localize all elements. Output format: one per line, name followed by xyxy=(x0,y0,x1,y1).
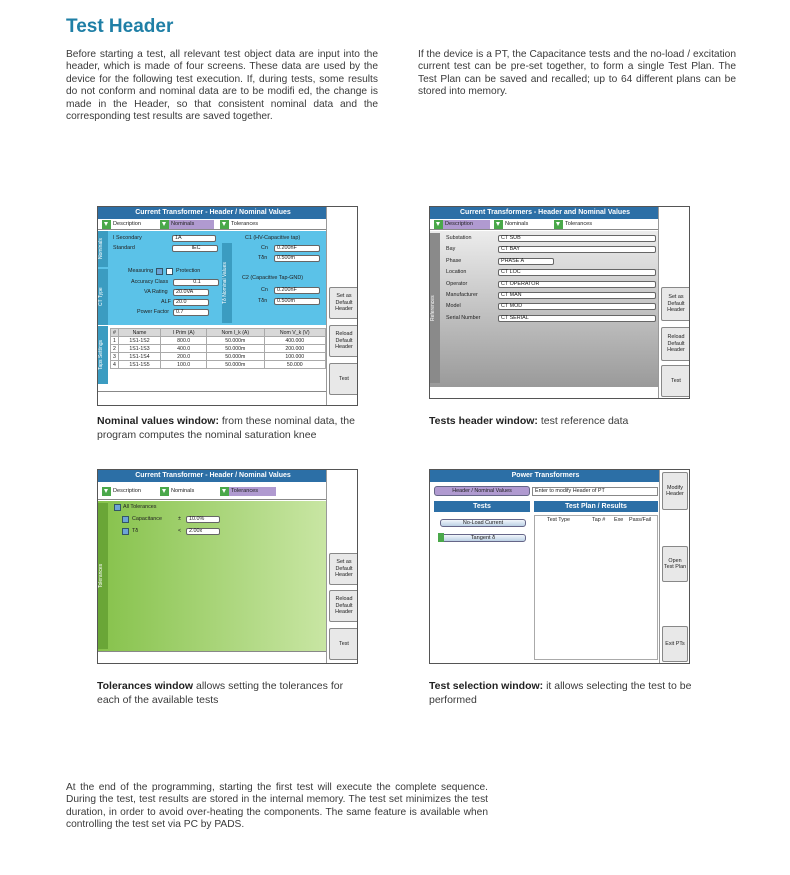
col-pass-fail: Pass/Fail xyxy=(629,517,652,523)
power-factor-field[interactable]: 0.7 xyxy=(173,309,209,316)
tab-tolerances[interactable]: Tolerances xyxy=(220,220,258,229)
page-title: Test Header xyxy=(66,16,174,37)
tdn2-field[interactable]: 0.500m xyxy=(274,298,320,305)
table-cell: 1S1-1S5 xyxy=(118,361,160,369)
i-secondary-label: I Secondary xyxy=(113,235,142,241)
test-plan-header: Test Plan / Results xyxy=(534,501,658,512)
taps-table xyxy=(110,328,326,369)
table-cell: 50.000m xyxy=(207,337,264,345)
screen-title-bar: Current Transformer - Header / Nominal Values xyxy=(98,207,328,219)
tab-description[interactable]: Description xyxy=(434,220,490,229)
reference-label: Manufacturer xyxy=(446,292,478,298)
reference-field[interactable]: CT SUB xyxy=(498,235,656,242)
table-cell: 200.0 xyxy=(161,353,207,361)
side-button-panel xyxy=(659,470,689,664)
table-cell: 1 xyxy=(111,337,119,345)
set-default-header-button[interactable]: Set as Default Header xyxy=(329,287,358,319)
table-row[interactable] xyxy=(111,337,326,345)
c2-label: C2 (Capacitive Tap-GND) xyxy=(242,275,304,281)
tab-nominals[interactable]: Nominals xyxy=(160,220,214,229)
pt-panel xyxy=(430,482,661,664)
side-button-panel xyxy=(658,207,689,399)
table-cell: 100.0 xyxy=(161,361,207,369)
capacitance-checkbox[interactable] xyxy=(122,516,129,523)
table-header-cell: I Prim (A) xyxy=(161,329,207,337)
table-row[interactable] xyxy=(111,353,326,361)
td-label: Tδ xyxy=(132,528,139,534)
outro-paragraph: At the end of the programming, starting the first test will execute the complete sequence. During the test, test results are stored in the internal memory. The test set minimizes the test duration, in order to avoid over-heating the components. The same feature is available when controlling the test set via PC by PADS. xyxy=(66,782,488,831)
table-cell: 100.000 xyxy=(264,353,326,361)
ct-type-vertical-label: CT Type xyxy=(98,269,108,325)
open-test-plan-button[interactable]: Open Test Plan xyxy=(662,546,688,582)
taps-settings-vertical-label: Taps Settings xyxy=(98,326,108,384)
reference-label: Substation xyxy=(446,235,472,241)
tests-header: Tests xyxy=(434,501,530,512)
header-caption: Tests header window: test reference data xyxy=(429,415,629,427)
cn1-label: Cn xyxy=(261,245,268,251)
tolerances-panel xyxy=(98,501,328,651)
tab-bar xyxy=(98,482,328,500)
table-cell: 400.000 xyxy=(264,337,326,345)
table-header-cell: Nom I_k (A) xyxy=(207,329,264,337)
reference-label: Location xyxy=(446,269,467,276)
alf-field[interactable]: 20.0 xyxy=(173,299,209,306)
exit-pts-button[interactable]: Exit PTs xyxy=(662,626,688,662)
tolerances-screenshot xyxy=(97,469,358,664)
table-cell: 50.000 xyxy=(264,361,326,369)
protection-label: Protection xyxy=(176,268,201,274)
modify-header-button[interactable]: Modify Header xyxy=(662,472,688,510)
all-tolerances-label: All Tolerances xyxy=(123,504,157,510)
reference-label: Model xyxy=(446,303,461,310)
test-button[interactable]: Test xyxy=(329,363,358,395)
nominals-panel xyxy=(98,231,328,325)
test-plan-table xyxy=(534,515,658,660)
va-field[interactable]: 20.0VA xyxy=(173,289,209,296)
col-test-type: Test Type xyxy=(547,517,570,523)
table-header-cell: # xyxy=(111,329,119,337)
test-selection-screenshot xyxy=(429,469,690,664)
arrow-down-icon xyxy=(220,487,229,496)
table-cell: 200.000 xyxy=(264,345,326,353)
table-cell: 2 xyxy=(111,345,119,353)
tangent-delta-label: Tangent δ xyxy=(470,535,496,541)
tdn1-label: Tδn xyxy=(258,255,268,261)
tolerances-vertical-label: Tolerances xyxy=(98,503,108,649)
reference-field[interactable]: CT OPERATOR xyxy=(498,281,656,288)
reload-default-header-button[interactable]: Reload Default Header xyxy=(661,327,690,361)
test-button[interactable]: Test xyxy=(329,628,358,660)
tab-tolerances[interactable]: Tolerances xyxy=(220,487,276,496)
tab-description[interactable]: Description xyxy=(102,220,141,229)
screen-title-bar: Current Transformers - Header and Nominal Values xyxy=(430,207,660,219)
measuring-label: Measuring xyxy=(128,268,154,274)
tab-description[interactable]: Description xyxy=(102,487,141,496)
reference-label: Phase xyxy=(446,257,462,264)
tdn1-field[interactable]: 0.500m xyxy=(274,255,320,262)
side-button-panel xyxy=(326,207,357,406)
header-hint: Enter to modify Header of PT xyxy=(532,487,658,496)
arrow-down-icon xyxy=(494,220,503,229)
arrow-down-icon xyxy=(554,220,563,229)
arrow-down-icon xyxy=(160,487,169,496)
tab-tolerances[interactable]: Tolerances xyxy=(554,220,592,229)
capacitance-tolerance-field[interactable]: 10.0% xyxy=(186,516,220,523)
col-exe: Exe xyxy=(614,517,624,523)
table-cell: 800.0 xyxy=(161,337,207,345)
cn2-field[interactable]: 0.200nF xyxy=(274,287,320,294)
intro-left-paragraph: Before starting a test, all relevant test object data are input into the header, which is made of four screens. These data are used by the device for the following test execution. If, during tests, some results do not conform and nominal data are to be modifi ed, the change is made in the Header, so that consistent nominal data and the corresponding test results are saved together. xyxy=(66,49,378,123)
capacitance-label: Capacitance xyxy=(132,516,162,522)
intro-right-paragraph: If the device is a PT, the Capacitance tests and the no-load / excitation current test can be pre-set together, to form a single Test Plan. The Test Plan can be saved and recalled; up to 64 different plans can be stored into memory. xyxy=(418,49,736,98)
table-cell: 400.0 xyxy=(161,345,207,353)
reference-field[interactable]: CT MOD xyxy=(498,303,656,310)
c1-label: C1 (HV-Capacitive tap) xyxy=(245,235,301,241)
td-tolerance-field[interactable]: 2.00x xyxy=(186,528,220,535)
arrow-down-icon xyxy=(102,487,111,496)
test-button[interactable]: Test xyxy=(661,365,690,397)
tab-bar xyxy=(430,219,660,230)
alf-label: ALF xyxy=(161,299,171,305)
table-cell: 4 xyxy=(111,361,119,369)
table-cell: 50.000m xyxy=(207,345,264,353)
reference-field[interactable]: CT SERIAL xyxy=(498,315,656,322)
table-row[interactable] xyxy=(111,361,326,369)
table-cell: 50.000m xyxy=(207,353,264,361)
side-button-panel xyxy=(326,470,357,664)
td-checkbox[interactable] xyxy=(122,528,129,535)
tests-header-screenshot xyxy=(429,206,690,399)
tangent-delta-test-button[interactable] xyxy=(440,534,526,542)
tab-nominals[interactable]: Nominals xyxy=(494,220,528,229)
tab-nominals[interactable]: Nominals xyxy=(160,487,194,496)
reference-field[interactable]: CT BAY xyxy=(498,246,656,253)
table-header-cell: Nom V_k (V) xyxy=(264,329,326,337)
cn1-field[interactable]: 0.200nF xyxy=(274,245,320,252)
col-tap: Tap # xyxy=(592,517,606,523)
table-row[interactable] xyxy=(111,345,326,353)
arrow-down-icon xyxy=(434,220,443,229)
screen-title-bar: Power Transformers xyxy=(430,470,661,482)
all-tolerances-checkbox[interactable] xyxy=(114,504,121,511)
tdn2-label: Tδn xyxy=(258,298,268,304)
header-nominal-values-button[interactable]: Header / Nominal Values xyxy=(434,486,530,496)
arrow-down-icon xyxy=(160,220,169,229)
reference-field[interactable]: CT LOC xyxy=(498,269,656,276)
arrow-down-icon xyxy=(102,220,111,229)
reference-field[interactable]: CT MAN xyxy=(498,292,656,299)
status-bar xyxy=(98,391,328,406)
nominal-values-screenshot xyxy=(97,206,358,406)
table-cell: 1S1-1S2 xyxy=(118,337,160,345)
standard-label: Standard xyxy=(113,245,135,251)
reload-default-header-button[interactable]: Reload Default Header xyxy=(329,325,358,357)
measuring-radio[interactable] xyxy=(156,268,163,275)
reference-label: Bay xyxy=(446,246,456,253)
status-bar xyxy=(98,651,328,664)
set-default-header-button[interactable]: Set as Default Header xyxy=(329,553,358,585)
selection-caption: Test selection window: it allows selecting the test to be performed xyxy=(429,680,692,706)
no-load-current-test-button[interactable]: No-Load Current xyxy=(440,519,526,527)
va-label: VA Rating xyxy=(144,289,168,295)
reload-default-header-button[interactable]: Reload Default Header xyxy=(329,590,358,622)
capacitance-sign: ± xyxy=(178,516,181,522)
accuracy-label: Accuracy Class xyxy=(131,279,169,285)
standard-select[interactable]: IEC xyxy=(172,245,218,252)
set-default-header-button[interactable]: Set as Default Header xyxy=(661,287,690,321)
arrow-down-icon xyxy=(220,220,229,229)
table-cell: 50.000m xyxy=(207,361,264,369)
nominal-caption: Nominal values window: from these nominal data, the program computes the nominal saturation knee xyxy=(97,415,355,441)
table-cell: 1S1-1S3 xyxy=(118,345,160,353)
td-sign: < xyxy=(178,528,182,534)
protection-radio[interactable] xyxy=(166,268,173,275)
tolerances-caption: Tolerances window allows setting the tolerances for each of the available tests xyxy=(97,680,344,706)
power-factor-label: Power Factor xyxy=(137,309,170,315)
accuracy-select[interactable]: 0.1 xyxy=(173,279,219,286)
table-cell: 1S1-1S4 xyxy=(118,353,160,361)
table-cell: 3 xyxy=(111,353,119,361)
table-header-cell: Name xyxy=(118,329,160,337)
selected-icon xyxy=(438,533,444,542)
screen-title-bar: Current Transformer - Header / Nominal Values xyxy=(98,470,328,482)
reference-label: Operator xyxy=(446,280,468,287)
reference-field[interactable]: PHASE A xyxy=(498,258,554,265)
references-panel xyxy=(430,231,660,387)
td-nominal-vertical-label: Tδ Nominal Values xyxy=(222,243,232,323)
i-secondary-field[interactable]: 1A xyxy=(172,235,216,242)
nominals-vertical-label: Nominals xyxy=(98,231,108,267)
reference-label: Serial Number xyxy=(446,314,481,321)
tab-bar xyxy=(98,219,328,230)
cn2-label: Cn xyxy=(261,287,268,293)
references-vertical-label: References xyxy=(430,233,440,383)
